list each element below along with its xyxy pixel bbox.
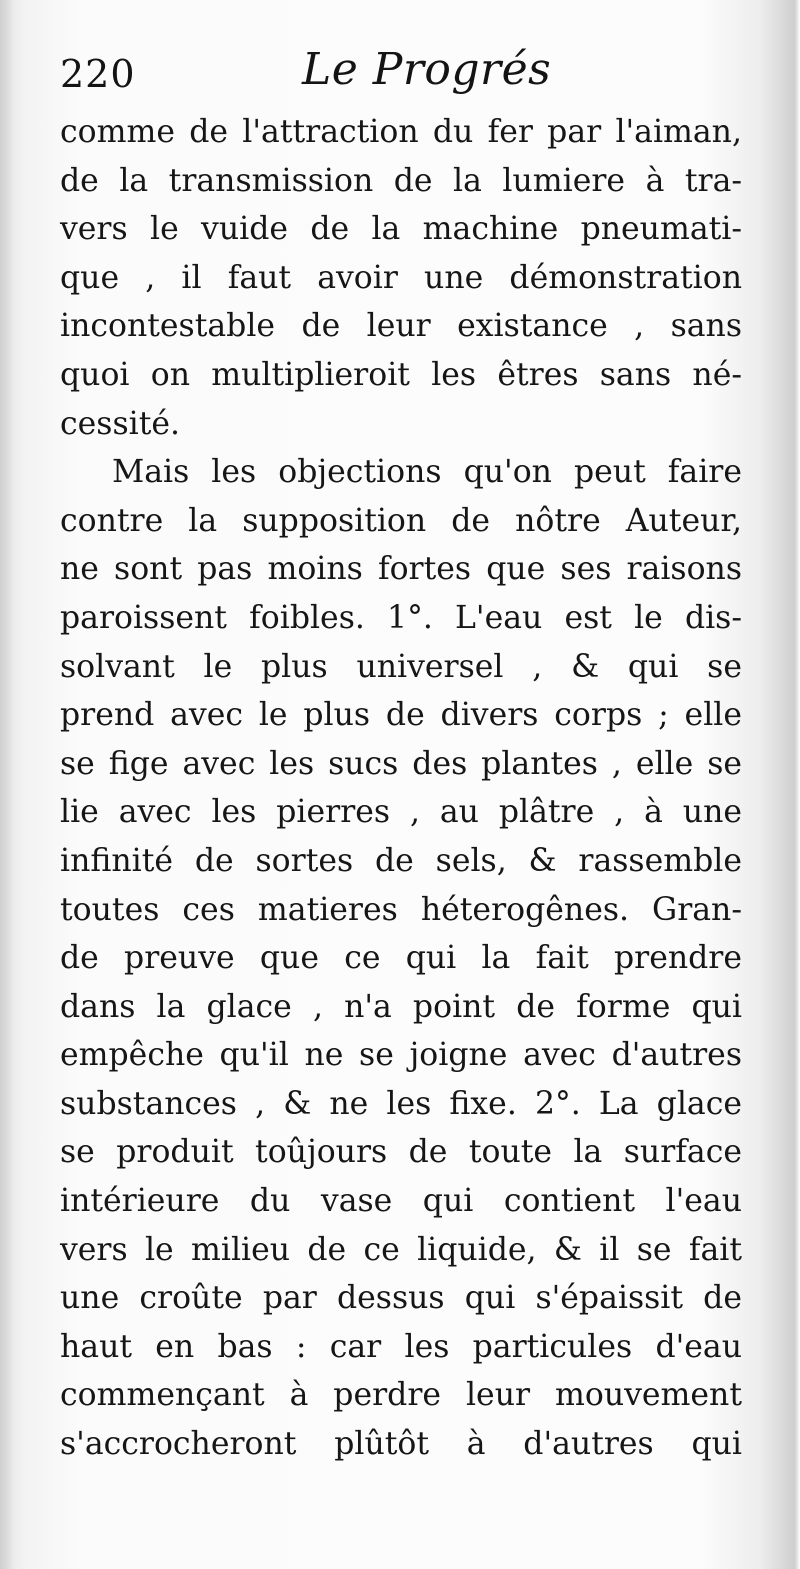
text-line: empêche qu'il ne se joigne avec d'autres	[60, 1037, 742, 1074]
text-line: dans la glace , n'a point de forme qui	[60, 988, 742, 1025]
text-line: se produit toûjours de toute la surface	[60, 1134, 742, 1171]
body-text	[60, 108, 742, 1469]
paragraph-first-line: Mais les objections qu'on peut faire	[112, 454, 742, 491]
text-line: cessité.	[60, 405, 181, 442]
text-line: intérieure du vase qui contient l'eau	[60, 1183, 742, 1220]
text-line: toutes ces matieres héterogênes. Gran-	[60, 891, 742, 928]
text-line: vers le vuide de la machine pneumati-	[60, 211, 742, 248]
text-line: se fige avec les sucs des plantes , elle se	[60, 745, 742, 782]
running-title: Le Progrés	[302, 44, 552, 95]
text-line: haut en bas : car les particules d'eau	[60, 1328, 742, 1365]
page-header	[60, 44, 760, 114]
text-line: s'accrocheront plûtôt à d'autres qui	[60, 1426, 742, 1463]
text-line: comme de l'attraction du fer par l'aiman,	[60, 114, 742, 150]
text-line: lie avec les pierres , au plâtre , à une	[60, 794, 742, 831]
text-line: prend avec le plus de divers corps ; elle	[60, 697, 742, 734]
text-line: de preuve que ce qui la fait prendre	[60, 940, 742, 977]
text-line: paroissent foibles. 1°. L'eau est le dis-	[60, 599, 742, 636]
text-line: ne sont pas moins fortes que ses raisons	[60, 551, 742, 588]
page-number: 220	[60, 52, 136, 96]
text-line: que , il faut avoir une démonstration	[60, 259, 742, 296]
text-line: vers le milieu de ce liquide, & il se fait	[60, 1231, 742, 1268]
text-line: incontestable de leur existance , sans	[60, 308, 742, 345]
text-line: quoi on multiplieroit les êtres sans né-	[60, 356, 742, 393]
text-line: solvant le plus universel , & qui se	[60, 648, 742, 685]
text-line: infinité de sortes de sels, & rassemble	[60, 842, 742, 879]
text-line: substances , & ne les fixe. 2°. La glace	[60, 1085, 742, 1122]
text-line: une croûte par dessus qui s'épaissit de	[60, 1280, 742, 1317]
text-line: contre la supposition de nôtre Auteur,	[60, 502, 742, 539]
text-line: commençant à perdre leur mouvement	[60, 1377, 742, 1414]
text-line: de la transmission de la lumiere à tra-	[60, 162, 742, 199]
page-gutter-shadow	[0, 0, 14, 1569]
